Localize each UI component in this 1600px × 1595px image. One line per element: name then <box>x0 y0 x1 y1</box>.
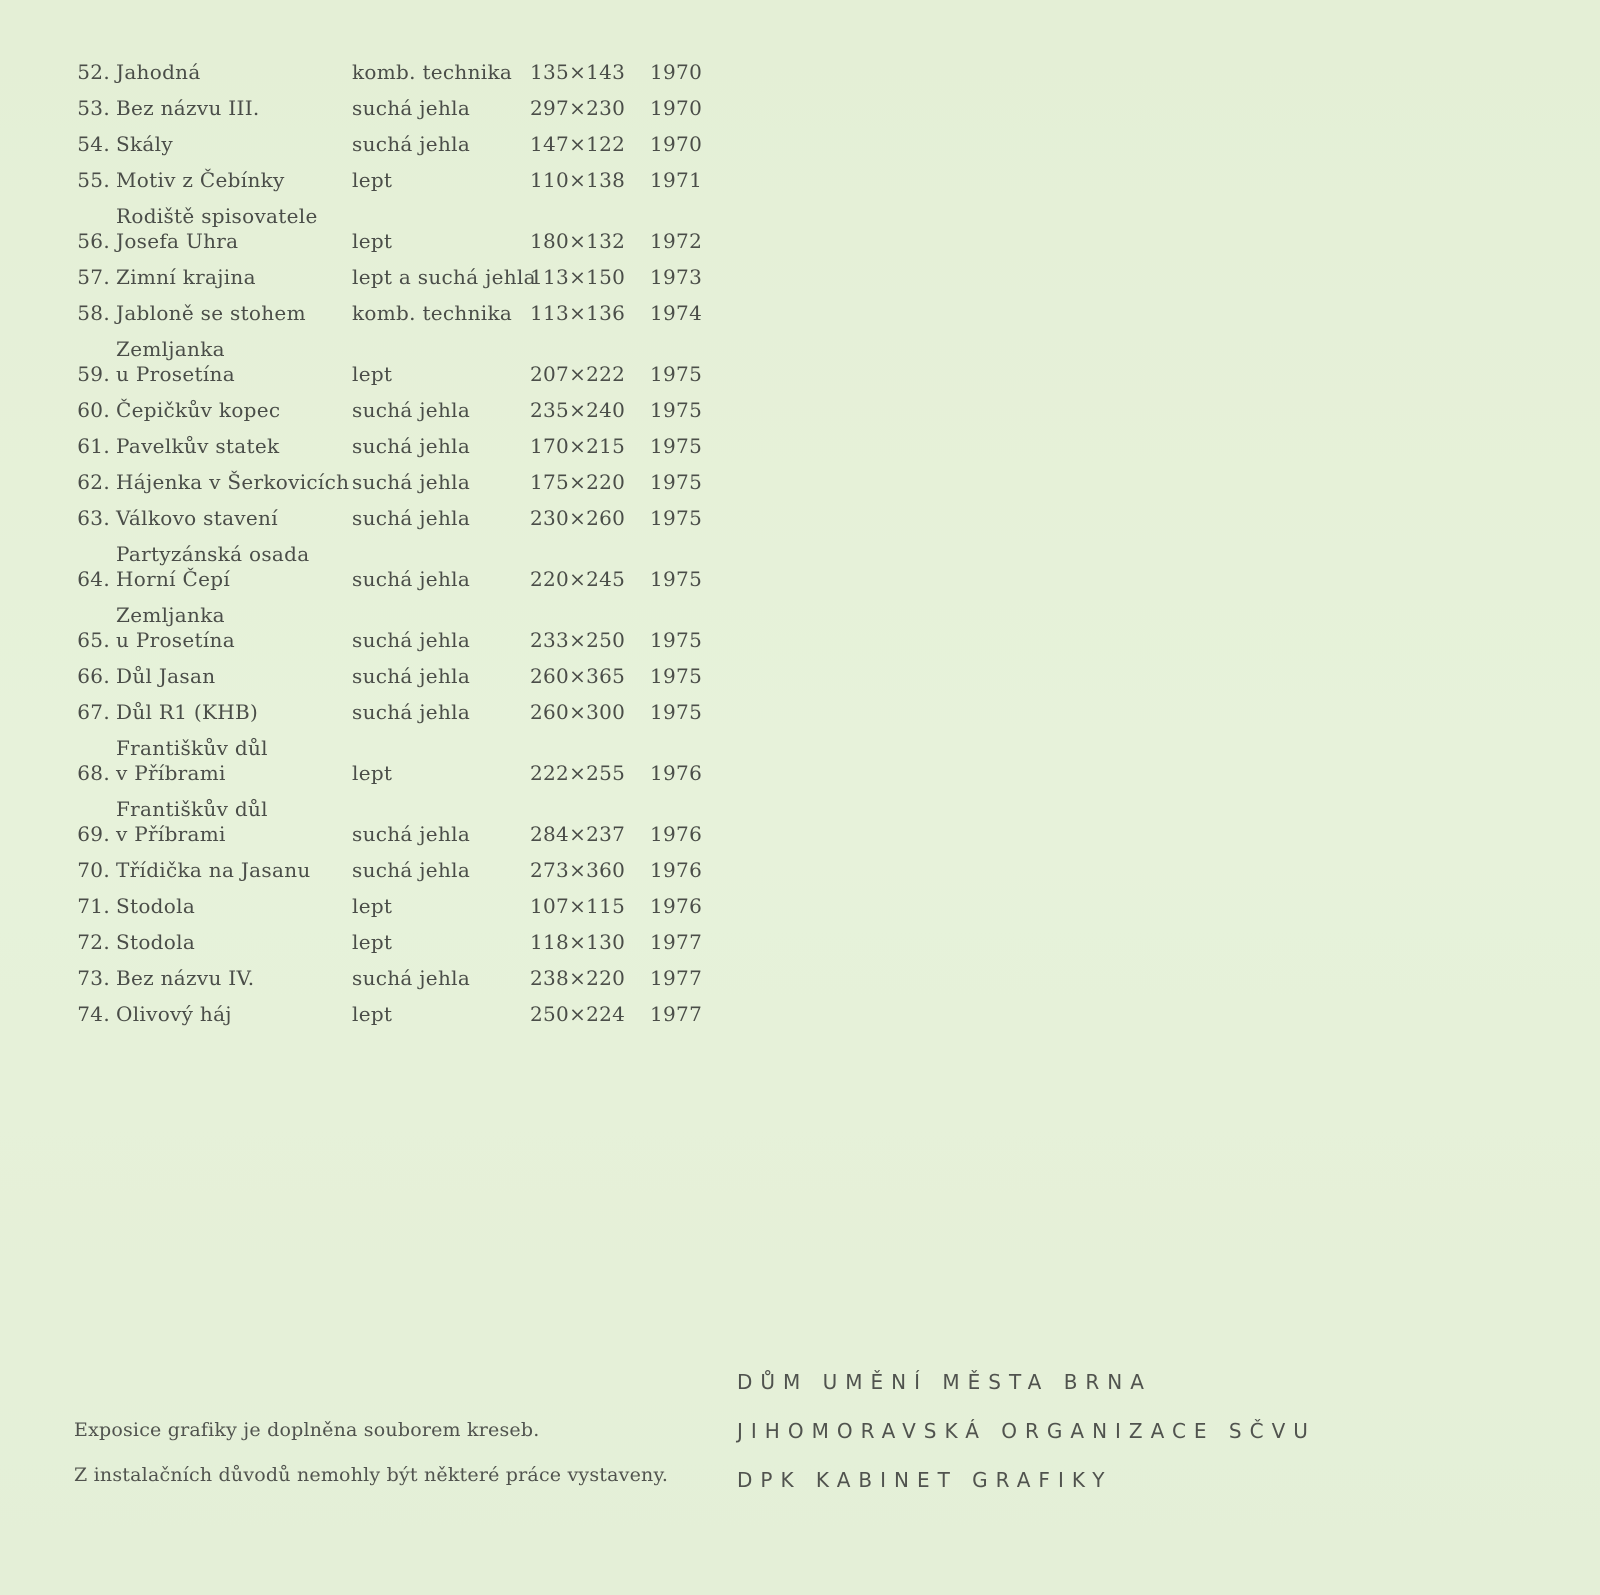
entry-year: 1975 <box>650 362 703 386</box>
entry-number: 70. <box>77 858 110 882</box>
entry-technique: komb. technika <box>352 301 513 325</box>
entry-title: Důl Jasan <box>116 664 216 688</box>
catalog-entry <box>72 498 732 534</box>
entry-number: 59. <box>77 362 110 386</box>
catalog-entry <box>72 88 732 124</box>
catalog-entry <box>72 656 732 692</box>
entry-number: 63. <box>77 506 110 530</box>
entry-number: 74. <box>77 1002 110 1026</box>
entry-dimensions: 238×220 <box>530 966 626 990</box>
catalog-entry <box>72 789 732 850</box>
catalog-entry <box>72 462 732 498</box>
entry-technique: suchá jehla <box>352 966 471 990</box>
entry-number: 57. <box>77 265 110 289</box>
entry-dimensions: 207×222 <box>530 362 626 386</box>
catalog-entry <box>72 692 732 728</box>
entry-dimensions: 233×250 <box>530 628 626 652</box>
entry-title: Důl R1 (KHB) <box>116 700 259 724</box>
entry-year: 1970 <box>650 60 703 84</box>
entry-year: 1976 <box>650 894 703 918</box>
entry-technique: lept <box>352 761 393 785</box>
entry-dimensions: 170×215 <box>530 434 626 458</box>
catalog-entry <box>72 534 732 595</box>
entry-dimensions: 250×224 <box>530 1002 626 1026</box>
entry-dimensions: 260×365 <box>530 664 626 688</box>
entry-dimensions: 135×143 <box>530 60 626 84</box>
entry-title: Stodola <box>116 894 196 918</box>
catalog-entry <box>72 390 732 426</box>
entry-title: Bez názvu IV. <box>116 966 255 990</box>
entry-number: 67. <box>77 700 110 724</box>
entry-title: Bez názvu III. <box>116 96 260 120</box>
entry-year: 1970 <box>650 96 703 120</box>
entry-technique: lept <box>352 1002 393 1026</box>
catalog-entry <box>72 124 732 160</box>
entry-dimensions: 273×360 <box>530 858 626 882</box>
entry-technique: lept <box>352 362 393 386</box>
entry-year: 1975 <box>650 628 703 652</box>
entry-year: 1975 <box>650 470 703 494</box>
entry-technique: suchá jehla <box>352 858 471 882</box>
entry-number: 64. <box>77 567 110 591</box>
entry-technique: suchá jehla <box>352 132 471 156</box>
entry-dimensions: 118×130 <box>530 930 626 954</box>
entry-number: 52. <box>77 60 110 84</box>
catalog-entry <box>72 886 732 922</box>
entry-technique: suchá jehla <box>352 434 471 458</box>
entry-technique: suchá jehla <box>352 628 471 652</box>
entry-dimensions: 175×220 <box>530 470 626 494</box>
entry-number: 66. <box>77 664 110 688</box>
entry-number: 58. <box>77 301 110 325</box>
entry-dimensions: 147×122 <box>530 132 626 156</box>
catalog-entry <box>72 329 732 390</box>
entry-title: Rodiště spisovatele Josefa Uhra <box>116 204 318 253</box>
entry-year: 1975 <box>650 664 703 688</box>
entry-dimensions: 230×260 <box>530 506 626 530</box>
catalog-entry <box>72 426 732 462</box>
entry-technique: suchá jehla <box>352 567 471 591</box>
entry-number: 73. <box>77 966 110 990</box>
entry-dimensions: 113×150 <box>530 265 626 289</box>
entry-title: Zemljanka u Prosetína <box>116 337 235 386</box>
entry-technique: suchá jehla <box>352 822 471 846</box>
entry-technique: lept <box>352 930 393 954</box>
catalog-entry <box>72 257 732 293</box>
entry-year: 1977 <box>650 966 703 990</box>
entry-number: 60. <box>77 398 110 422</box>
entry-number: 61. <box>77 434 110 458</box>
entry-title: Jahodná <box>116 60 201 84</box>
entry-technique: lept a suchá jehla <box>352 265 536 289</box>
entry-dimensions: 284×237 <box>530 822 626 846</box>
entry-number: 71. <box>77 894 110 918</box>
entry-technique: lept <box>352 168 393 192</box>
entry-year: 1976 <box>650 858 703 882</box>
exhibition-notes <box>74 1408 668 1498</box>
entry-title: Jabloně se stohem <box>116 301 306 325</box>
entry-title: Františkův důl v Příbrami <box>116 736 268 785</box>
catalog-entry <box>72 994 732 1030</box>
entry-year: 1977 <box>650 1002 703 1026</box>
entry-technique: suchá jehla <box>352 470 471 494</box>
catalog-entry <box>72 850 732 886</box>
entry-number: 55. <box>77 168 110 192</box>
entry-year: 1976 <box>650 822 703 846</box>
entry-title: Zimní krajina <box>116 265 256 289</box>
entry-year: 1975 <box>650 398 703 422</box>
note-line-installation: Z instalačních důvodů nemohly být některé práce vystaveny. <box>74 1464 669 1486</box>
entry-year: 1970 <box>650 132 703 156</box>
entry-title: Stodola <box>116 930 196 954</box>
entry-year: 1972 <box>650 229 703 253</box>
catalog-entry <box>72 595 732 656</box>
entry-year: 1975 <box>650 700 703 724</box>
entry-year: 1975 <box>650 506 703 530</box>
entry-number: 56. <box>77 229 110 253</box>
entry-number: 54. <box>77 132 110 156</box>
entry-technique: suchá jehla <box>352 96 471 120</box>
catalog-entry <box>72 728 732 789</box>
entry-title: Pavelkův statek <box>116 434 280 458</box>
entry-dimensions: 113×136 <box>530 301 626 325</box>
entry-technique: komb. technika <box>352 60 513 84</box>
entry-title: Skály <box>116 132 173 156</box>
entry-number: 65. <box>77 628 110 652</box>
catalog-entry <box>72 922 732 958</box>
entry-number: 68. <box>77 761 110 785</box>
entry-year: 1975 <box>650 567 703 591</box>
entry-title: Třídička na Jasanu <box>116 858 311 882</box>
entry-dimensions: 110×138 <box>530 168 626 192</box>
entry-year: 1976 <box>650 761 703 785</box>
catalog-entry <box>72 52 732 88</box>
entry-technique: suchá jehla <box>352 664 471 688</box>
catalog-entry <box>72 293 732 329</box>
entry-title: Válkovo stavení <box>116 506 278 530</box>
imprint-line-house-of-art: DŮM UMĚNÍ MĚSTA BRNA <box>737 1370 1152 1394</box>
entry-title: Zemljanka u Prosetína <box>116 603 235 652</box>
entry-dimensions: 297×230 <box>530 96 626 120</box>
entry-dimensions: 235×240 <box>530 398 626 422</box>
entry-number: 72. <box>77 930 110 954</box>
entry-year: 1975 <box>650 434 703 458</box>
catalog-entry <box>72 196 732 257</box>
entry-title: Čepičkův kopec <box>116 398 281 422</box>
entry-title: Hájenka v Šerkovicích <box>116 470 350 494</box>
entry-dimensions: 107×115 <box>530 894 626 918</box>
entry-title: Olivový háj <box>116 1002 232 1026</box>
entry-title: Partyzánská osada Horní Čepí <box>116 542 310 591</box>
entry-year: 1977 <box>650 930 703 954</box>
entry-technique: suchá jehla <box>352 506 471 530</box>
entry-number: 62. <box>77 470 110 494</box>
entry-number: 69. <box>77 822 110 846</box>
imprint-line-organization: JIHOMORAVSKÁ ORGANIZACE SČVU <box>737 1419 1316 1443</box>
catalog-entry <box>72 958 732 994</box>
entry-technique: suchá jehla <box>352 700 471 724</box>
entry-dimensions: 222×255 <box>530 761 626 785</box>
entry-dimensions: 220×245 <box>530 567 626 591</box>
entry-number: 53. <box>77 96 110 120</box>
entry-year: 1971 <box>650 168 703 192</box>
entry-title: Františkův důl v Příbrami <box>116 797 268 846</box>
artwork-catalog-list <box>72 52 732 1030</box>
entry-year: 1974 <box>650 301 703 325</box>
entry-dimensions: 260×300 <box>530 700 626 724</box>
note-line-drawings: Exposice grafiky je doplněna souborem kreseb. <box>74 1419 540 1441</box>
catalog-entry <box>72 160 732 196</box>
entry-year: 1973 <box>650 265 703 289</box>
entry-dimensions: 180×132 <box>530 229 626 253</box>
entry-technique: suchá jehla <box>352 398 471 422</box>
entry-title: Motiv z Čebínky <box>116 168 285 192</box>
entry-technique: lept <box>352 229 393 253</box>
entry-technique: lept <box>352 894 393 918</box>
imprint-line-cabinet: DPK KABINET GRAFIKY <box>737 1468 1113 1492</box>
publisher-imprint <box>737 1358 1316 1505</box>
